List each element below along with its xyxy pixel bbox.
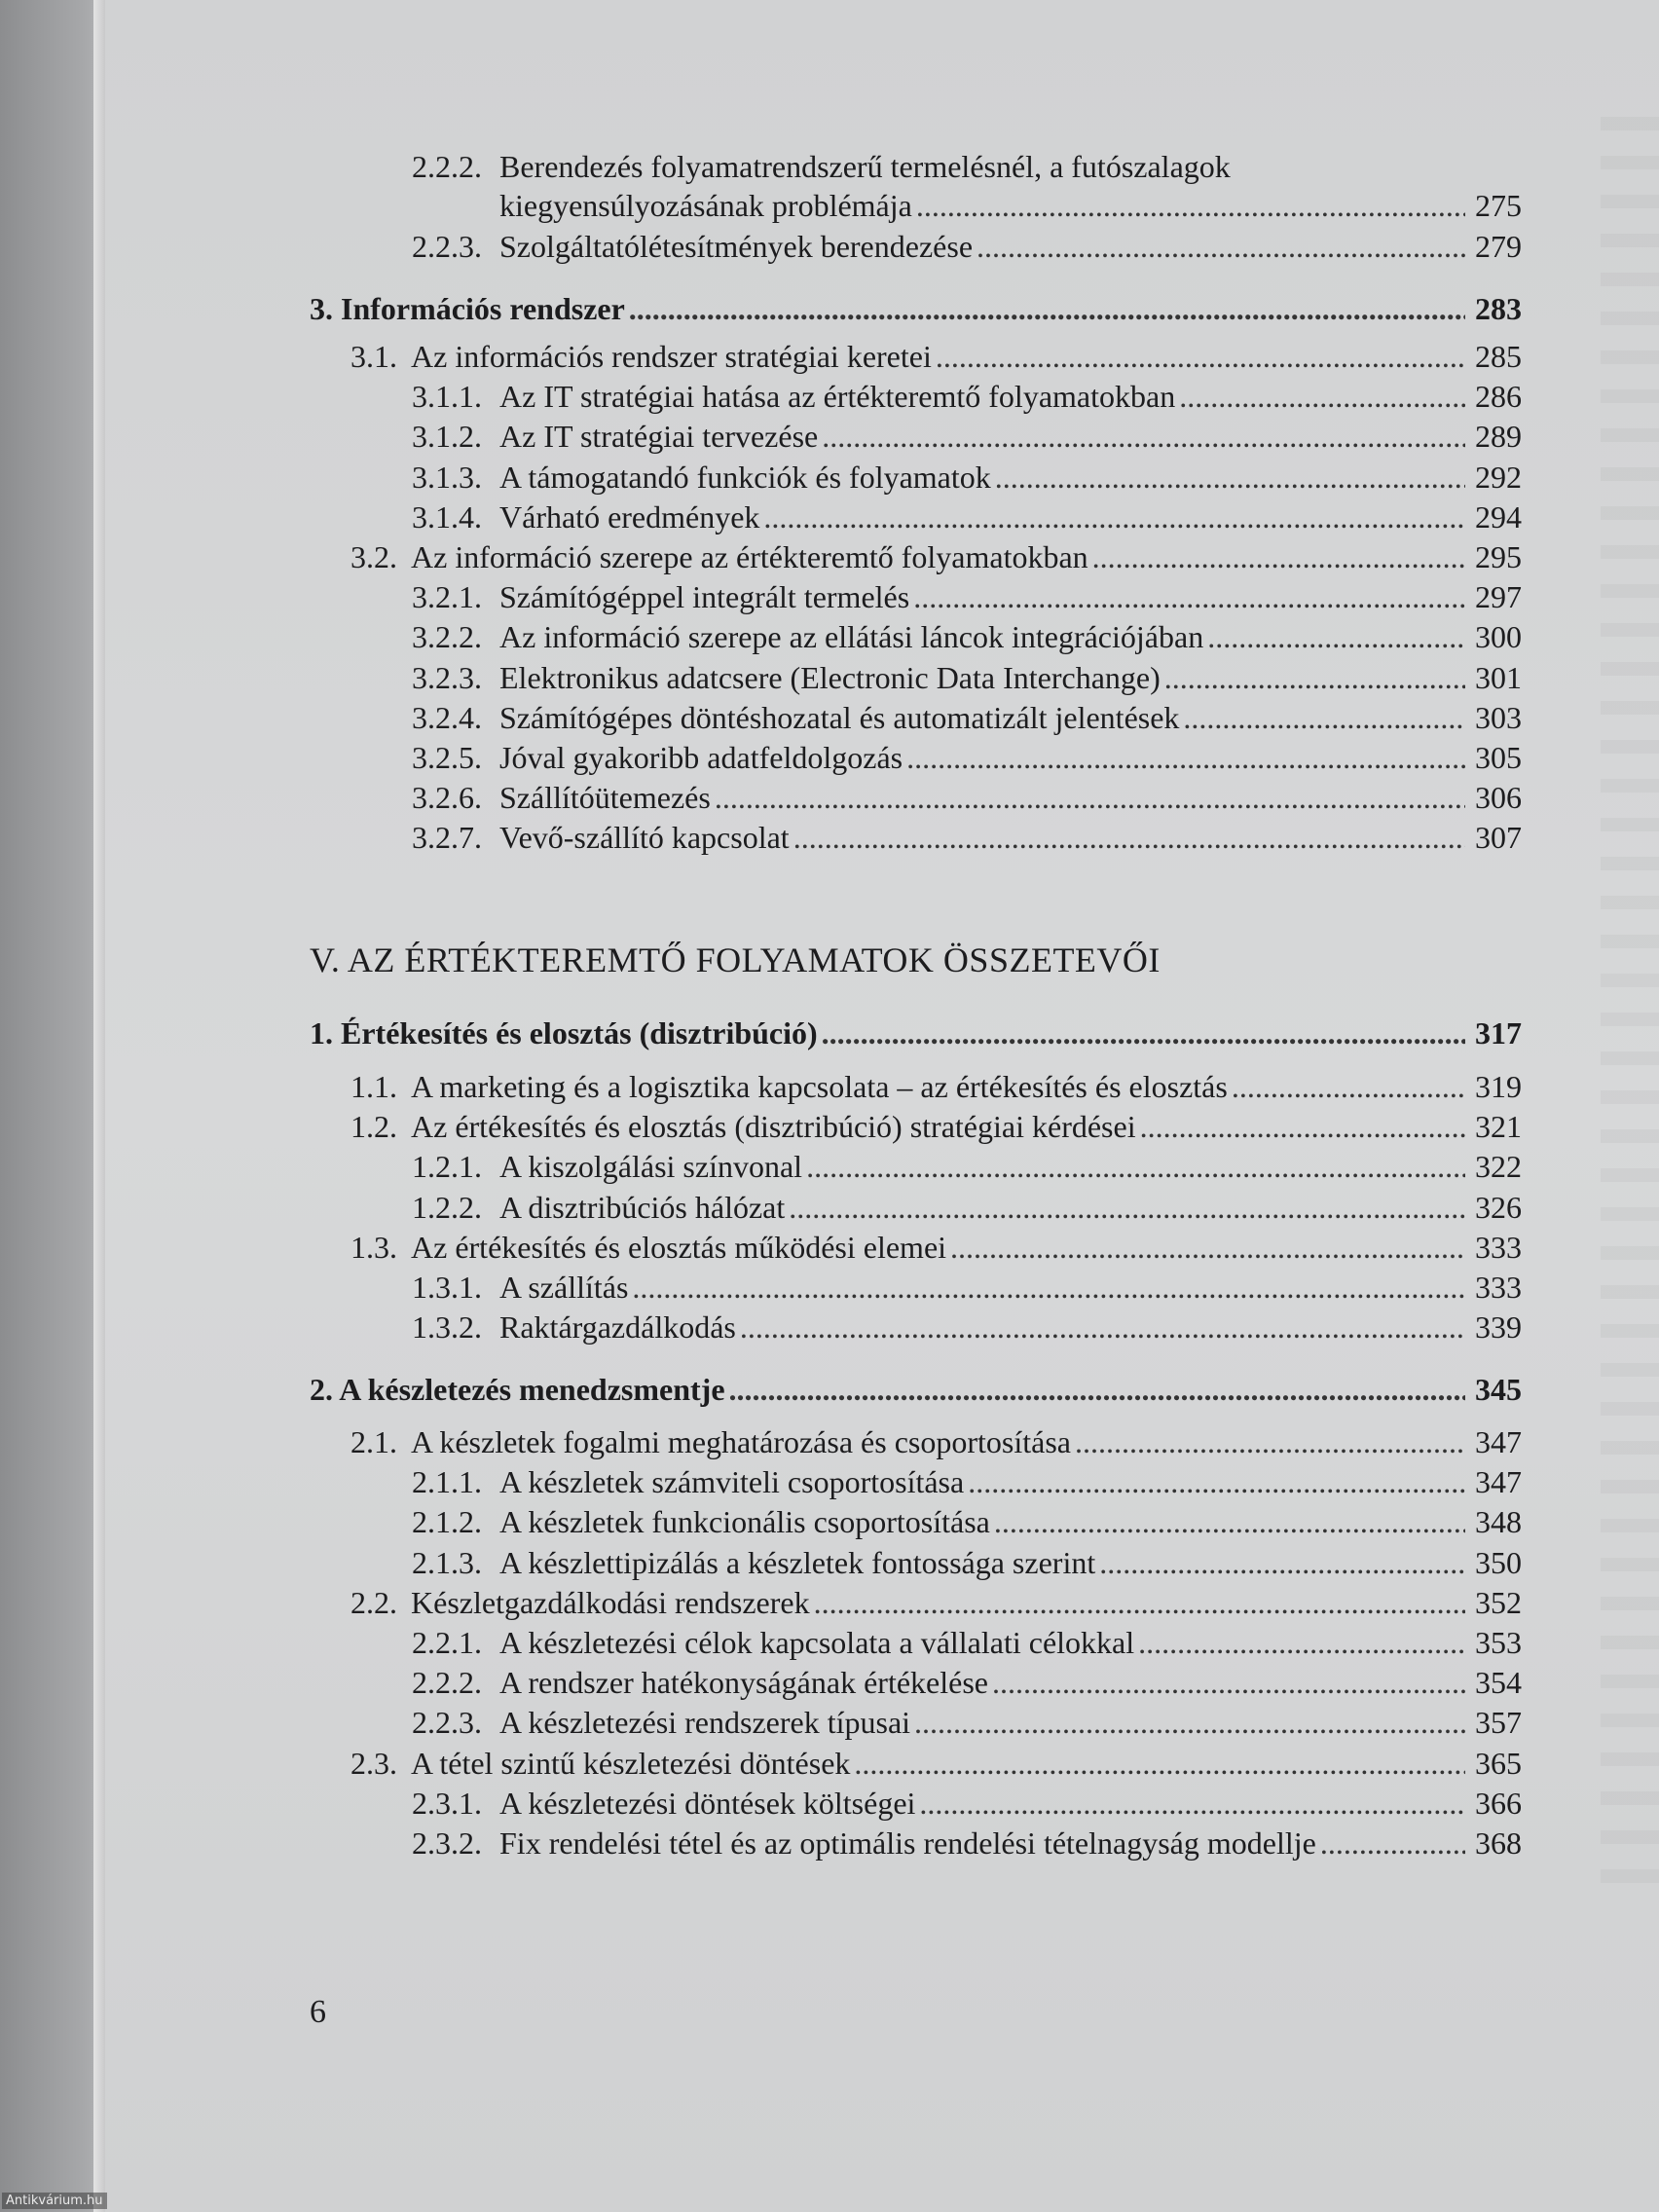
- dot-leader: [1207, 616, 1465, 657]
- entry-title: Az IT stratégiai hatása az értékteremtő folyamatokban: [499, 379, 1176, 415]
- entry-number: 2.2.3.: [412, 229, 482, 264]
- toc-entry: [350, 1421, 1522, 1462]
- toc-entry: [412, 1267, 1522, 1308]
- dot-leader: [1232, 1066, 1465, 1107]
- entry-page: 294: [1475, 498, 1522, 535]
- entry-title: Szállítóütemezés: [499, 780, 711, 816]
- entry-number: 2.2.2.: [412, 1665, 482, 1701]
- toc-entry: [412, 1622, 1522, 1663]
- entry-page: 301: [1475, 659, 1522, 695]
- entry-page: 275: [1475, 188, 1522, 223]
- entry-title: Készletgazdálkodási rendszerek: [411, 1584, 810, 1620]
- entry-title: Az értékesítés és elosztás (disztribúció) stratégiai kérdései: [411, 1109, 1136, 1145]
- entry-number: 2.1.: [350, 1424, 397, 1459]
- entry-title: A készletek számviteli csoportosítása: [499, 1464, 965, 1500]
- section-page: 283: [1475, 291, 1522, 326]
- entry-number: 1.3.1.: [412, 1270, 482, 1305]
- entry-page: 347: [1475, 1464, 1522, 1500]
- dot-leader: [814, 1582, 1465, 1623]
- dot-leader: [793, 817, 1465, 858]
- entry-title: A készlettipizálás a készletek fontossága szerint: [499, 1544, 1096, 1580]
- section-page: 345: [1475, 1372, 1522, 1407]
- entry-page: 326: [1475, 1189, 1522, 1225]
- entry-title: Az információ szerepe az értékteremtő folyamatokban: [411, 539, 1088, 574]
- entry-title: Berendezés folyamatrendszerű termelésnél, a futószalagok: [499, 149, 1231, 184]
- dot-leader: [919, 1783, 1465, 1824]
- entry-number: 1.2.1.: [412, 1149, 482, 1185]
- entry-title: Számítógéppel integrált termelés: [499, 579, 910, 615]
- entry-title: Fix rendelési tétel és az optimális rendelési tételnagyság modellje: [499, 1825, 1316, 1861]
- dot-leader: [806, 1146, 1465, 1187]
- entry-number: 2.1.2.: [412, 1504, 482, 1540]
- toc-entry: [412, 1542, 1522, 1583]
- entry-page: 285: [1475, 339, 1522, 374]
- section-title: 3. Információs rendszer: [310, 291, 625, 326]
- dot-leader: [740, 1307, 1465, 1347]
- book-page: [105, 0, 1659, 2212]
- toc-entry: [412, 376, 1522, 417]
- entry-number: 3.2.2.: [412, 619, 482, 655]
- entry-title: A készletezési rendszerek típusai: [499, 1705, 911, 1741]
- entry-number: 3.2.4.: [412, 699, 482, 735]
- entry-page: 286: [1475, 379, 1522, 415]
- entry-number: 3.2.3.: [412, 659, 482, 695]
- dot-leader: [1140, 1106, 1465, 1147]
- toc-entry: [350, 1066, 1522, 1107]
- dot-leader: [715, 777, 1465, 818]
- entry-number: 2.2.: [350, 1584, 397, 1620]
- entry-number: 3.1.2.: [412, 419, 482, 455]
- toc-entry: [412, 777, 1522, 818]
- toc-entry: [350, 1106, 1522, 1147]
- toc-entry: [412, 1823, 1522, 1863]
- entry-number: 2.3.: [350, 1745, 397, 1781]
- dot-leader: [992, 1662, 1465, 1703]
- entry-title: Az IT stratégiai tervezése: [499, 419, 819, 455]
- entry-number: 3.1.3.: [412, 459, 482, 495]
- dot-leader: [950, 1227, 1465, 1268]
- toc-entry: [412, 576, 1522, 617]
- entry-number: 1.2.2.: [412, 1189, 482, 1225]
- entry-page: 368: [1475, 1825, 1522, 1861]
- entry-page: 295: [1475, 539, 1522, 574]
- entry-title: A készletek funkcionális csoportosítása: [499, 1504, 990, 1540]
- entry-page: 303: [1475, 699, 1522, 735]
- toc-entry-continuation: [412, 185, 1522, 226]
- dot-leader: [1092, 536, 1465, 577]
- toc-section-heading: [310, 1369, 1522, 1410]
- dot-leader: [632, 1267, 1465, 1308]
- entry-title: Jóval gyakoribb adatfeldolgozás: [499, 740, 903, 775]
- entry-page: 307: [1475, 820, 1522, 856]
- toc-entry: [412, 497, 1522, 537]
- entry-number: 2.2.1.: [412, 1625, 482, 1660]
- toc-section-heading: [310, 288, 1522, 329]
- entry-page: 348: [1475, 1504, 1522, 1540]
- entry-number: 1.1.: [350, 1069, 397, 1104]
- toc-entry: [412, 226, 1522, 267]
- toc-entry: [412, 1307, 1522, 1347]
- entry-title: A készletek fogalmi meghatározása és csoportosítása: [411, 1424, 1071, 1459]
- entry-title: A készletezési döntések költségei: [499, 1785, 916, 1821]
- dot-leader: [968, 1461, 1465, 1502]
- toc-entry: [412, 1783, 1522, 1824]
- entry-title: Vevő-szállító kapcsolat: [499, 820, 790, 856]
- entry-number: 2.1.3.: [412, 1544, 482, 1580]
- book-binding: [0, 0, 105, 2212]
- entry-title: A tétel szintű készletezési döntések: [411, 1745, 851, 1781]
- dot-leader: [994, 1501, 1465, 1542]
- entry-title-continuation: kiegyensúlyozásának problémája: [499, 188, 912, 223]
- entry-title: Az információ szerepe az ellátási láncok integrációjában: [499, 619, 1204, 655]
- entry-number: 3.1.: [350, 339, 397, 374]
- entry-number: 3.2.5.: [412, 740, 482, 775]
- entry-number: 1.3.2.: [412, 1309, 482, 1346]
- dot-leader: [1320, 1823, 1465, 1863]
- entry-title: Elektronikus adatcsere (Electronic Data Interchange): [499, 659, 1161, 695]
- entry-page: 322: [1475, 1149, 1522, 1185]
- entry-number: 1.3.: [350, 1229, 397, 1265]
- entry-page: 365: [1475, 1745, 1522, 1781]
- dot-leader: [977, 226, 1465, 267]
- entry-title: Szolgáltatólétesítmények berendezése: [499, 229, 974, 264]
- entry-title: Számítógépes döntéshozatal és automatizált jelentések: [499, 699, 1180, 735]
- entry-page: 357: [1475, 1705, 1522, 1741]
- dot-leader: [1164, 657, 1465, 698]
- watermark: Antikvárium.hu: [2, 2193, 107, 2209]
- entry-title: A támogatandó funkciók és folyamatok: [499, 459, 991, 495]
- dot-leader: [1075, 1421, 1465, 1462]
- toc-entry: [350, 1227, 1522, 1268]
- entry-page: 289: [1475, 419, 1522, 455]
- section-title: 2. A készletezés menedzsmentje: [310, 1372, 725, 1407]
- dot-leader: [906, 737, 1465, 778]
- entry-page: 306: [1475, 780, 1522, 816]
- entry-page: 292: [1475, 459, 1522, 495]
- entry-page: 339: [1475, 1309, 1522, 1346]
- entry-page: 297: [1475, 579, 1522, 615]
- section-title: 1. Értékesítés és elosztás (disztribúció): [310, 1015, 818, 1051]
- entry-page: 350: [1475, 1544, 1522, 1580]
- entry-number: 2.3.1.: [412, 1785, 482, 1821]
- entry-number: 3.2.7.: [412, 820, 482, 856]
- entry-number: 2.2.3.: [412, 1705, 482, 1741]
- entry-page: 333: [1475, 1270, 1522, 1305]
- toc-entry: [412, 1146, 1522, 1187]
- toc-entry: [412, 1461, 1522, 1502]
- entry-number: 1.2.: [350, 1109, 397, 1145]
- dot-leader: [1179, 376, 1465, 417]
- toc-entry: [412, 1501, 1522, 1542]
- page-number: 6: [310, 1994, 326, 2030]
- entry-title: Raktárgazdálkodás: [499, 1309, 736, 1346]
- dot-leader: [822, 416, 1465, 457]
- entry-page: 300: [1475, 619, 1522, 655]
- entry-page: 354: [1475, 1665, 1522, 1701]
- entry-number: 3.2.: [350, 539, 397, 574]
- entry-title: A kiszolgálási színvonal: [499, 1149, 803, 1185]
- toc-entry: [412, 697, 1522, 738]
- entry-title: A disztribúciós hálózat: [499, 1189, 786, 1225]
- toc-entry: [350, 336, 1522, 377]
- dot-leader: [995, 457, 1465, 498]
- dot-leader: [916, 185, 1465, 226]
- toc-entry: [412, 416, 1522, 457]
- entry-page: 319: [1475, 1069, 1522, 1104]
- entry-page: 366: [1475, 1785, 1522, 1821]
- entry-number: 2.1.1.: [412, 1464, 482, 1500]
- toc-entry: [350, 1743, 1522, 1784]
- toc-entry: [412, 737, 1522, 778]
- entry-title: Az értékesítés és elosztás működési elemei: [411, 1229, 947, 1265]
- toc-section-heading: [310, 1013, 1522, 1053]
- toc-entry: [412, 457, 1522, 498]
- entry-page: 305: [1475, 740, 1522, 775]
- entry-title: Várható eredmények: [499, 498, 760, 535]
- dot-leader: [729, 1369, 1465, 1410]
- section-page: 317: [1475, 1015, 1522, 1051]
- entry-title: A rendszer hatékonyságának értékelése: [499, 1665, 988, 1701]
- toc-entry: [350, 536, 1522, 577]
- dot-leader: [914, 1702, 1465, 1743]
- entry-title: A szállítás: [499, 1270, 629, 1305]
- entry-title: A marketing és a logisztika kapcsolata – az értékesítés és elosztás: [411, 1069, 1228, 1104]
- toc-entry: [412, 1187, 1522, 1228]
- entry-page: 333: [1475, 1229, 1522, 1265]
- dot-leader: [1183, 697, 1465, 738]
- toc-entry: [412, 146, 1522, 187]
- entry-title: A készletezési célok kapcsolata a vállalati célokkal: [499, 1625, 1135, 1660]
- entry-number: 3.2.6.: [412, 780, 482, 816]
- entry-number: 2.2.2.: [412, 149, 482, 184]
- dot-leader: [936, 336, 1465, 377]
- part-title: V. AZ ÉRTÉKTEREMTŐ FOLYAMATOK ÖSSZETEVŐI: [310, 940, 1161, 979]
- dot-leader: [789, 1187, 1465, 1228]
- dot-leader: [822, 1013, 1465, 1053]
- toc-entry: [350, 1582, 1522, 1623]
- dot-leader: [1138, 1622, 1465, 1663]
- dot-leader: [763, 497, 1465, 537]
- entry-page: 279: [1475, 229, 1522, 264]
- bleed-through: [1601, 117, 1659, 1908]
- toc-entry: [412, 657, 1522, 698]
- dot-leader: [629, 288, 1465, 329]
- entry-number: 3.1.4.: [412, 498, 482, 535]
- toc-entry: [412, 616, 1522, 657]
- entry-title: Az információs rendszer stratégiai keretei: [411, 339, 932, 374]
- entry-number: 3.1.1.: [412, 379, 482, 415]
- entry-page: 321: [1475, 1109, 1522, 1145]
- dot-leader: [913, 576, 1465, 617]
- entry-number: 2.3.2.: [412, 1825, 482, 1861]
- toc-entry: [412, 1702, 1522, 1743]
- entry-page: 352: [1475, 1584, 1522, 1620]
- dot-leader: [854, 1743, 1465, 1784]
- entry-page: 353: [1475, 1625, 1522, 1660]
- toc-entry: [412, 1662, 1522, 1703]
- entry-page: 347: [1475, 1424, 1522, 1459]
- entry-number: 3.2.1.: [412, 579, 482, 615]
- dot-leader: [1099, 1542, 1465, 1583]
- toc-entry: [412, 817, 1522, 858]
